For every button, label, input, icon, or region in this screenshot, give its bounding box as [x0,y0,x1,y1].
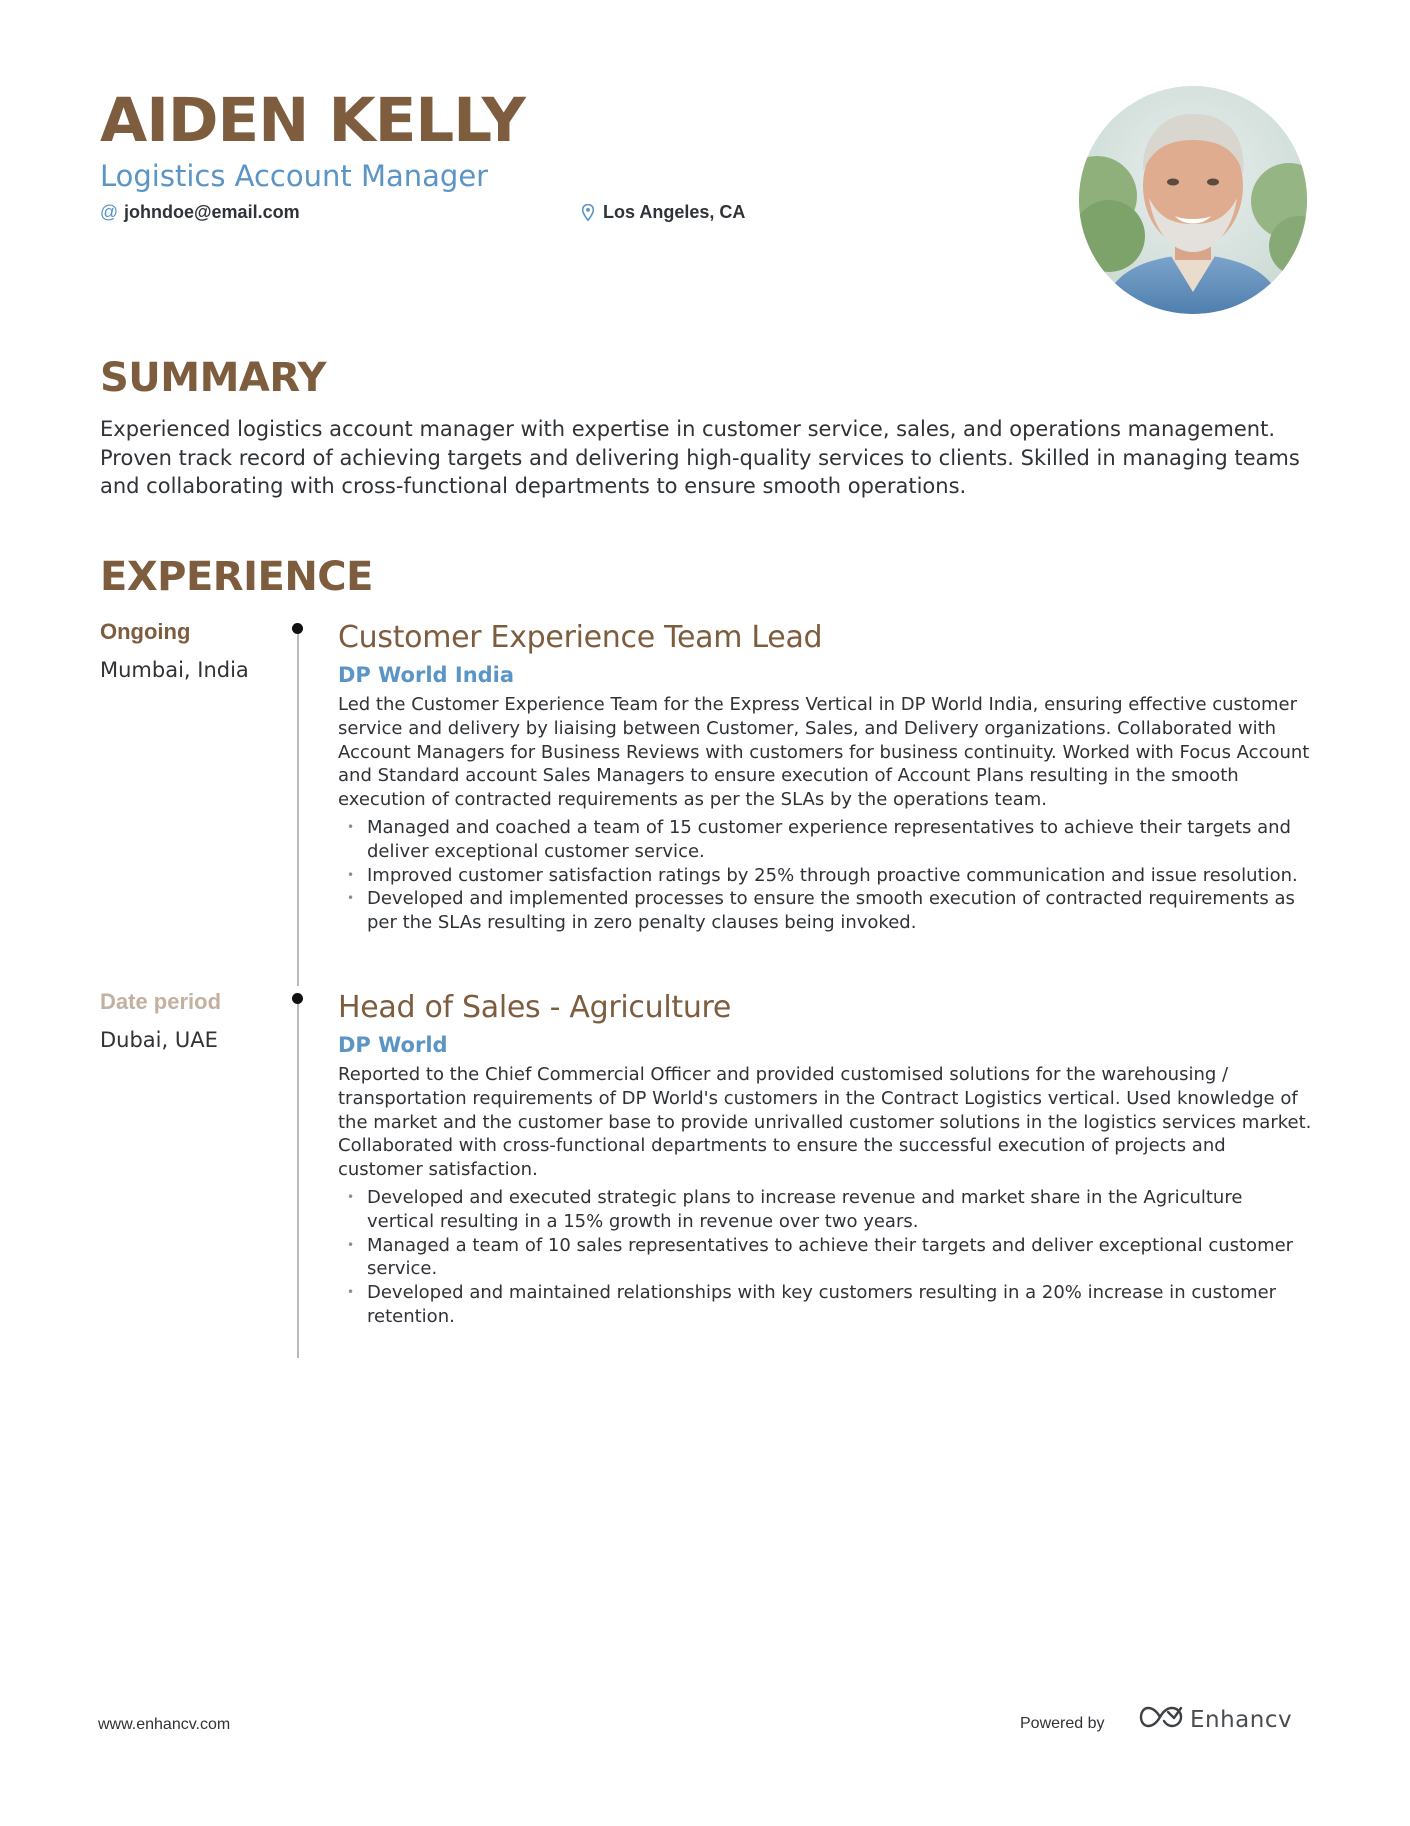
contact-location [579,200,745,224]
bullet-dot-icon: • [347,1237,355,1252]
email-text: johndoe@email.com [124,202,300,222]
experience-entry [338,619,1314,935]
bullet-dot-icon: • [347,819,355,834]
brand-logo[interactable] [1138,1704,1292,1735]
footer-url[interactable]: www.enhancv.com [98,1716,231,1733]
experience-date: Date period [100,989,222,1014]
contact-email[interactable] [100,200,300,224]
experience-heading: EXPERIENCE [100,554,373,600]
summary-heading: SUMMARY [100,355,326,401]
bullet-dot-icon: • [347,867,355,882]
bullet-dot-icon: • [347,1189,355,1204]
job-title: Customer Experience Team Lead [338,620,823,655]
experience-location: Mumbai, India [100,658,249,682]
job-description: Led the Customer Experience Team for the Express Vertical in DP World India, ensuring effective customer service and delivery by liaising between Customer, Sales, and Delivery organizations. Collaborated with Account Managers for Business Reviews with customers for business continuity. Worked with Focus Account and Standard account Sales Managers to ensure execution of Account Plans resulting in the smooth execution of contracted requirements as per the SLAs by the operations team. [338,694,1310,811]
profile-photo [1079,86,1307,314]
candidate-name: AIDEN KELLY [100,85,525,156]
experience-date: Ongoing [100,619,191,644]
location-text: Los Angeles, CA [603,202,746,222]
achievement-list [338,1186,1314,1329]
job-description: Reported to the Chief Commercial Officer and provided customised solutions for the warehousing / transportation requirements of DP World's customers in the Contract Logistics vertical. Used knowledge of the market and the customer base to provide unrivalled customer solutions in the logistics services market. Collaborated with cross-functional departments to ensure the successful execution of projects and customer satisfaction. [338,1064,1312,1181]
achievement-item: • Developed and implemented processes to ensure the smooth execution of contracted requirements as per the SLAs resulting in zero penalty clauses being invoked. [347,888,1295,934]
experience-entry [338,989,1314,1329]
timeline-dot [292,623,303,634]
bullet-dot-icon: • [347,891,355,906]
job-title: Head of Sales - Agriculture [338,990,732,1025]
achievement-item: • Improved customer satisfaction ratings by 25% through proactive communication and issue resolution. [347,864,1298,886]
company-name: DP World [338,1033,448,1057]
at-icon: @ [99,202,119,222]
timeline-line [297,998,299,1358]
timeline-dot [292,993,303,1004]
achievement-item: • Managed a team of 10 sales representatives to achieve their targets and deliver exceptional customer service. [347,1234,1294,1280]
powered-by-label: Powered by [1020,1715,1105,1732]
bullet-dot-icon: • [347,1285,355,1300]
candidate-role: Logistics Account Manager [100,159,489,193]
achievement-item: • Managed and coached a team of 15 customer experience representatives to achieve their targets and deliver exceptional customer service. [347,816,1291,862]
enhancv-logo-icon [1138,1704,1184,1735]
brand-name: Enhancv [1190,1706,1293,1733]
achievement-item: • Developed and maintained relationships with key customers resulting in a 20% increase in customer retention. [347,1282,1277,1327]
achievement-item: • Developed and executed strategic plans to increase revenue and market share in the Agriculture vertical resulting in a 15% growth in revenue over two years. [347,1186,1243,1232]
timeline-line [297,628,299,986]
location-pin-icon [579,202,597,222]
experience-location: Dubai, UAE [100,1028,218,1052]
company-name: DP World India [338,663,515,687]
achievement-list [338,816,1314,935]
summary-text: Experienced logistics account manager with expertise in customer service, sales, and operations management. Proven track record of achieving targets and delivering high-quality services to clients. Skilled in managing teams and collaborating with cross-functional departments to ensure smooth operations. [100,417,1300,498]
